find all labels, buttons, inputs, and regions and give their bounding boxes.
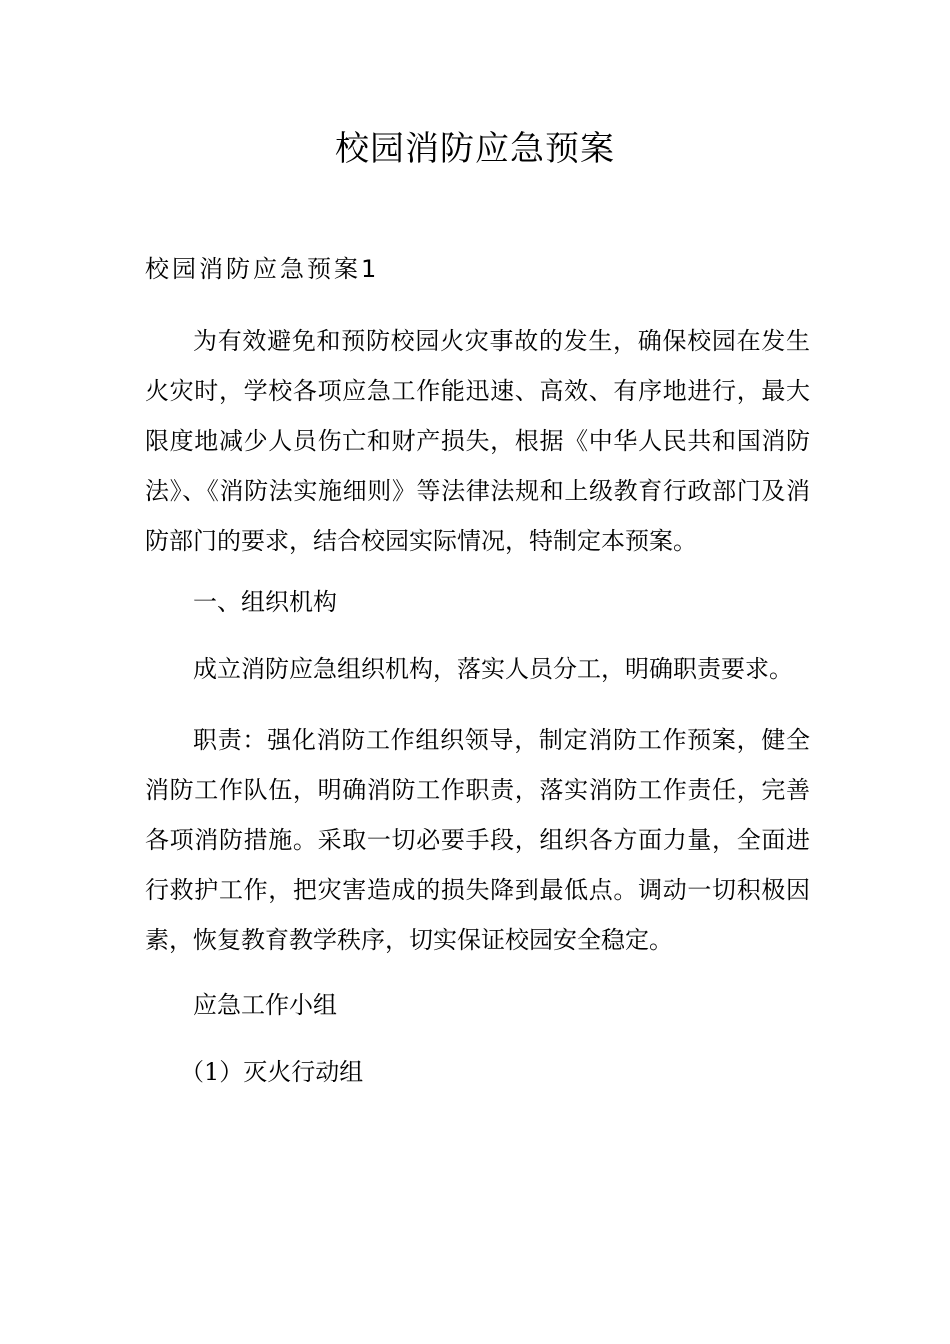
group-fire-fighting: （1）灭火行动组: [180, 1058, 364, 1086]
duties-paragraph: 职责：强化消防工作组织领导，制定消防工作预案，健全消防工作队伍，明确消防工作职责，落实消防工作责任，完善各项消防措施。采取一切必要手段，组织各方面力量，全面进行救护工作，把灾害造成的损失降到最低点。调动一切积极因素，恢复教育教学秩序，切实保证校园安全稳定。: [145, 726, 810, 954]
establish-paragraph: 成立消防应急组织机构，落实人员分工，明确职责要求。: [193, 655, 793, 683]
team-heading: 应急工作小组: [193, 991, 337, 1019]
section-heading-organization: 一、组织机构: [193, 588, 337, 616]
document-title: 校园消防应急预案: [335, 129, 615, 169]
intro-paragraph: 为有效避免和预防校园火灾事故的发生，确保校园在发生火灾时，学校各项应急工作能迅速、高效、有序地进行，最大限度地减少人员伤亡和财产损失，根据《中华人民共和国消防法》、《消防法实施细则》等法律法规和上级教育行政部门及消防部门的要求，结合校园实际情况，特制定本预案。: [145, 327, 810, 555]
section-subtitle: 校园消防应急预案1: [145, 255, 380, 283]
